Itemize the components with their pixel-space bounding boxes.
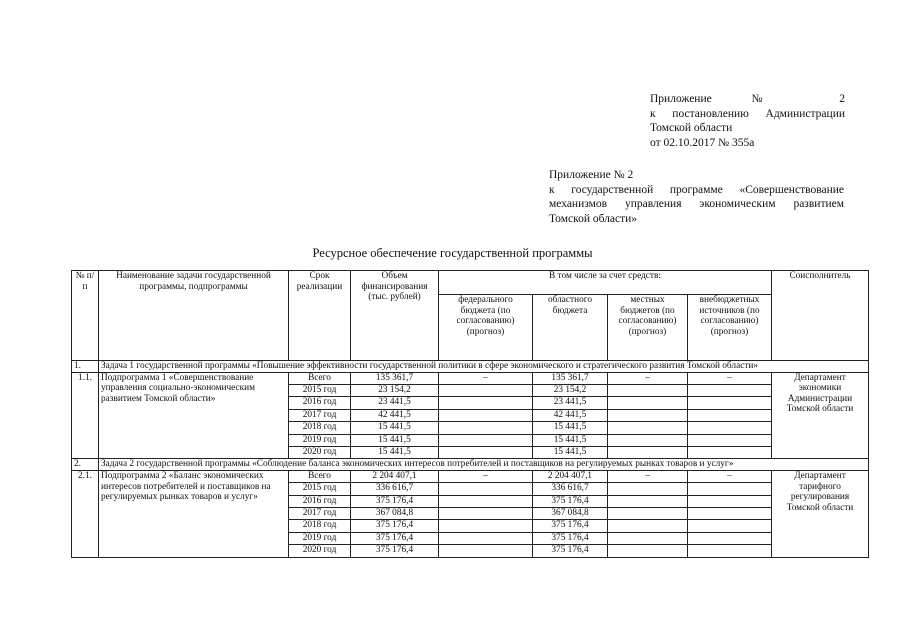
cell-regional: 23 154,2	[533, 384, 608, 396]
header-row	[72, 271, 869, 295]
cell-local: –	[608, 470, 688, 482]
cell-federal	[439, 545, 533, 557]
executor-cell: Департамент экономики Администрации Томской области	[772, 372, 869, 459]
subprogram-num: 2.1.	[72, 470, 99, 557]
cell-volume: 375 176,4	[351, 532, 439, 544]
cell-local	[608, 446, 688, 458]
cell-offbudget	[688, 409, 772, 421]
cell-regional: 135 361,7	[533, 372, 608, 384]
cell-volume: 336 616,7	[351, 483, 439, 495]
cell-volume: 375 176,4	[351, 545, 439, 557]
cell-term: 2016 год	[289, 397, 351, 409]
cell-offbudget	[688, 384, 772, 396]
cell-offbudget	[688, 508, 772, 520]
cell-federal: –	[439, 470, 533, 482]
cell-federal	[439, 446, 533, 458]
cell-term: 2019 год	[289, 434, 351, 446]
cell-offbudget	[688, 495, 772, 507]
cell-term: 2018 год	[289, 422, 351, 434]
cell-offbudget	[688, 520, 772, 532]
cell-offbudget	[688, 446, 772, 458]
cell-term: 2015 год	[289, 483, 351, 495]
header-volume: Объем финансирования (тыс. рублей)	[351, 271, 439, 361]
annex-line: Приложение № 2	[650, 93, 845, 105]
annex-line: Томской области	[650, 122, 733, 134]
task-num: 1.	[72, 361, 99, 373]
header-executor: Соисполнитель	[772, 271, 869, 361]
cell-term: Всего	[289, 372, 351, 384]
cell-term: 2018 год	[289, 520, 351, 532]
task-text: Задача 1 государственной программы «Повышение эффективности государственной политики в сфере экономического и стратегического развития Томской области»	[99, 361, 869, 373]
cell-federal	[439, 409, 533, 421]
header-including: В том числе за счет средств:	[439, 271, 772, 295]
cell-regional: 375 176,4	[533, 520, 608, 532]
resource-table	[71, 270, 869, 558]
cell-local	[608, 545, 688, 557]
cell-regional: 15 441,5	[533, 422, 608, 434]
cell-offbudget	[688, 422, 772, 434]
cell-offbudget	[688, 545, 772, 557]
cell-local	[608, 520, 688, 532]
cell-federal: –	[439, 372, 533, 384]
document-title: Ресурсное обеспечение государственной программы	[312, 246, 593, 260]
cell-federal	[439, 495, 533, 507]
cell-offbudget	[688, 397, 772, 409]
cell-local	[608, 532, 688, 544]
cell-regional: 23 441,5	[533, 397, 608, 409]
cell-regional: 367 084,8	[533, 508, 608, 520]
cell-volume: 2 204 407,1	[351, 470, 439, 482]
cell-regional: 42 441,5	[533, 409, 608, 421]
cell-regional: 375 176,4	[533, 532, 608, 544]
cell-term: 2017 год	[289, 508, 351, 520]
cell-volume: 375 176,4	[351, 520, 439, 532]
table-row	[72, 470, 869, 482]
annex-line: Приложение № 2	[549, 169, 634, 181]
cell-local	[608, 409, 688, 421]
task-num: 2.	[72, 459, 99, 471]
cell-term: 2020 год	[289, 545, 351, 557]
header-regional: областного бюджета	[533, 295, 608, 361]
cell-volume: 15 441,5	[351, 446, 439, 458]
annex-block-resolution	[650, 92, 845, 150]
cell-regional: 15 441,5	[533, 434, 608, 446]
cell-offbudget	[688, 483, 772, 495]
annex-block-program	[549, 168, 844, 226]
cell-volume: 375 176,4	[351, 495, 439, 507]
header-term: Срок реализации	[289, 271, 351, 361]
cell-local	[608, 422, 688, 434]
cell-term: 2019 год	[289, 532, 351, 544]
subprogram-name: Подпрограмма 1 «Совершенствование управления социально-экономическим развитием Томской области»	[99, 372, 289, 459]
header-offbudget: внебюджетных источников (по согласованию) (прогноз)	[688, 295, 772, 361]
cell-federal	[439, 508, 533, 520]
cell-offbudget: –	[688, 470, 772, 482]
subprogram-name: Подпрограмма 2 «Баланс экономических интересов потребителей и поставщиков на регулируемых рынках товаров и услуг»	[99, 470, 289, 557]
cell-regional: 336 616,7	[533, 483, 608, 495]
annex-line: к постановлению Администрации	[650, 107, 845, 120]
cell-federal	[439, 520, 533, 532]
cell-volume: 23 154,2	[351, 384, 439, 396]
cell-local	[608, 384, 688, 396]
cell-local	[608, 483, 688, 495]
cell-term: 2016 год	[289, 495, 351, 507]
cell-term: Всего	[289, 470, 351, 482]
cell-offbudget	[688, 532, 772, 544]
annex-line: от 02.10.2017 № 355а	[650, 136, 755, 149]
cell-offbudget: –	[688, 372, 772, 384]
cell-volume: 367 084,8	[351, 508, 439, 520]
task-row-1	[72, 361, 869, 373]
annex-line: Томской области»	[549, 212, 638, 225]
annex-line: механизмов управления экономическим развитием	[549, 198, 844, 210]
cell-regional: 15 441,5	[533, 446, 608, 458]
cell-federal	[439, 434, 533, 446]
cell-local	[608, 397, 688, 409]
cell-term: 2015 год	[289, 384, 351, 396]
table-row	[72, 372, 869, 384]
cell-regional: 2 204 407,1	[533, 470, 608, 482]
cell-federal	[439, 397, 533, 409]
cell-volume: 42 441,5	[351, 409, 439, 421]
header-name: Наименование задачи государственной программы, подпрограммы	[99, 271, 289, 361]
cell-volume: 23 441,5	[351, 397, 439, 409]
subprogram-num: 1.1.	[72, 372, 99, 459]
cell-local: –	[608, 372, 688, 384]
cell-local	[608, 434, 688, 446]
cell-term: 2020 год	[289, 446, 351, 458]
cell-volume: 135 361,7	[351, 372, 439, 384]
executor-cell: Департамент тарифного регулирования Томской области	[772, 470, 869, 557]
cell-federal	[439, 532, 533, 544]
cell-federal	[439, 384, 533, 396]
cell-federal	[439, 422, 533, 434]
cell-federal	[439, 483, 533, 495]
annex-line: к государственной программе «Совершенствование	[549, 183, 844, 196]
header-num: № п/п	[72, 271, 99, 361]
cell-offbudget	[688, 434, 772, 446]
cell-local	[608, 495, 688, 507]
cell-regional: 375 176,4	[533, 495, 608, 507]
cell-volume: 15 441,5	[351, 434, 439, 446]
cell-regional: 375 176,4	[533, 545, 608, 557]
cell-term: 2017 год	[289, 409, 351, 421]
task-text: Задача 2 государственной программы «Соблюдение баланса экономических интересов потребителей и поставщиков на регулируемых рынках товаров и услуг»	[99, 459, 869, 471]
header-federal: федерального бюджета (по согласованию) (прогноз)	[439, 295, 533, 361]
header-local: местных бюджетов (по согласованию) (прогноз)	[608, 295, 688, 361]
cell-local	[608, 508, 688, 520]
task-row-2	[72, 459, 869, 471]
cell-volume: 15 441,5	[351, 422, 439, 434]
